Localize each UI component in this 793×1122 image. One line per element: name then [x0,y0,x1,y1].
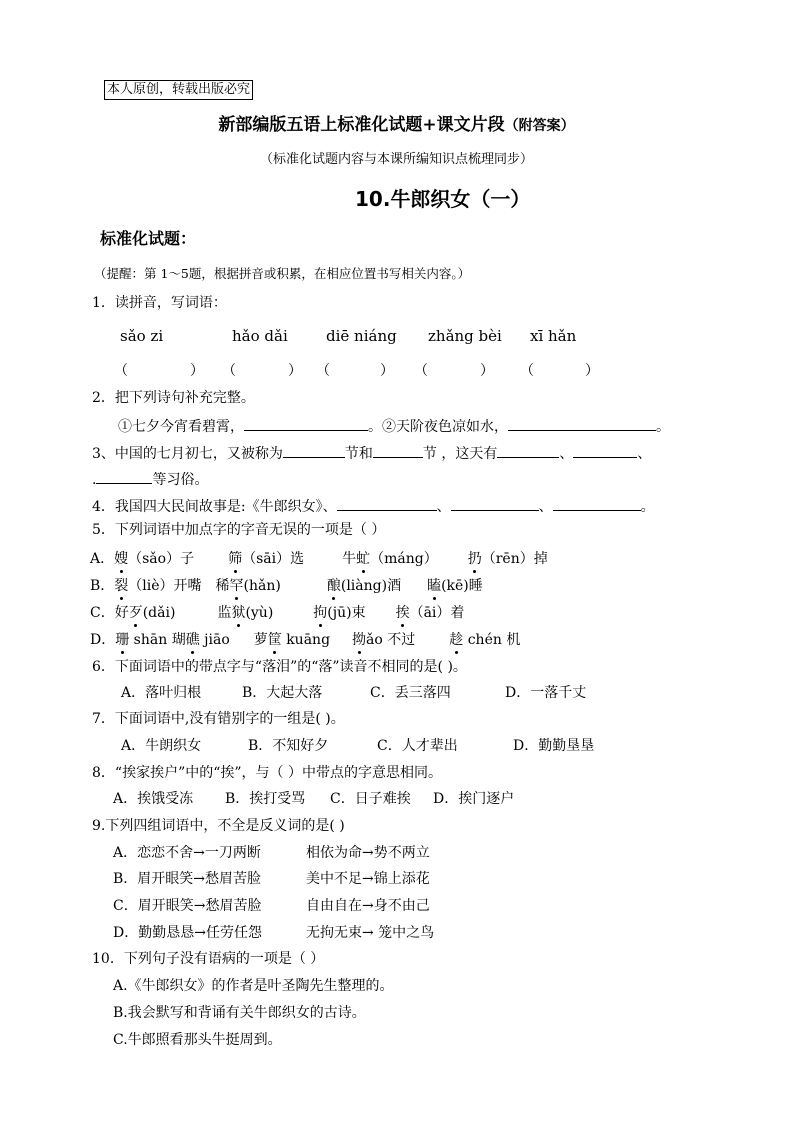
lesson-name: 牛郎织女（一） [390,187,531,211]
q5-option-b[interactable] [90,576,483,596]
q1-answer-bracket-open-2[interactable]: （ [222,363,236,379]
q1-answer-bracket-open-5[interactable]: （ [520,363,534,379]
q3-part-b: 节和 [344,446,373,462]
q3-blank-1[interactable] [283,443,345,458]
q7-option-a[interactable]: A．牛朗织女 [121,738,202,754]
q5-d-text-1: shān 瑚 [129,632,186,648]
q1-answer-bracket-close-2: ） [288,363,302,379]
q5-b-text-4: (liàng)酒 [340,578,402,594]
q2-stem: 2．把下列诗句补充完整。 [92,390,255,406]
q1-answer-bracket-close-5: ） [585,363,599,379]
q5-c-label: C． [90,605,115,621]
q8-option-d[interactable]: D．挨门逐户 [433,791,515,807]
q8-option-b[interactable]: B．挨打受骂 [225,791,306,807]
q4-sep-1: 、 [436,499,451,515]
q3-blank-4[interactable] [573,443,637,458]
q5-d-char-4: 拗 [352,632,367,648]
q2-part-a: ①七夕今宵看碧霄， [118,419,244,435]
q5-c-text-4: (yù) [245,605,274,621]
q5-b-char-2: 罕 [229,578,244,594]
q5-d-char-1: 珊 [115,632,130,648]
q5-c-text-3: 监 [217,605,232,621]
q4-blank-3[interactable] [553,496,641,511]
section-heading: 标准化试题： [100,229,197,248]
q1-answer-bracket-close-4: ） [480,363,494,379]
q5-b-label: B． [90,578,115,594]
q5-stem: 5．下列词语中加点字的字音无误的一项是（ ） [92,522,386,538]
q2-body [118,416,670,437]
q5-b-char-4: 瞌 [427,578,442,594]
q9-option-a-2: 相依为命→势不两立 [306,845,430,861]
hint-text: （提醒：第 1～5题，根据拼音或积累，在相应位置书写相关内容。） [94,266,471,281]
q5-a-char-4: 扔 [467,551,482,567]
q5-c-char-4: 挨 [395,605,410,621]
q9-stem: 9.下列四组词语中，不全是反义词的是( ) [92,818,345,834]
q1-pinyin-3: diē niáng [326,327,397,345]
q9-option-b-1[interactable]: B．眉开眼笑→愁眉苦脸 [113,871,262,887]
q5-b-text-3: (hǎn) [243,578,281,594]
q1-pinyin-5: xī hǎn [530,327,577,345]
q9-option-c-1[interactable]: C．眉开眼笑→愁眉苦脸 [113,898,262,914]
q1-pinyin-1: sǎo zi [120,327,164,345]
q6-stem: 6．下面词语中的带点字与“落泪”的“落”读音不相同的是( )。 [92,659,467,675]
q3-start: . [92,472,97,488]
q3-blank-2[interactable] [373,443,423,458]
q5-c-text-6: （āi）着 [409,605,465,621]
q9-option-b-2: 美中不足→锦上添花 [306,871,430,887]
page-title [0,110,793,135]
q1-answer-bracket-close-1: ） [190,363,204,379]
q5-a-char-3: 虻 [356,551,371,567]
q3-part-c: 节 ，这天有 [422,446,498,462]
q5-c-char-1: 歹 [128,605,143,621]
q5-option-c[interactable] [90,603,464,623]
lesson-title [355,183,530,212]
q5-a-text-4: （máng） [370,551,438,567]
q5-a-text-2: （sāi）选 [242,551,305,567]
q6-option-a[interactable]: A．落叶归根 [121,685,202,701]
q9-option-a-1[interactable]: A．恋恋不舍→一刀两断 [113,845,261,861]
q1-answer-bracket-open-4[interactable]: （ [414,363,428,379]
q6-option-c[interactable]: C．丢三落四 [370,685,451,701]
q5-d-char-5: 趁 [449,632,464,648]
q5-a-char-1: 嫂 [114,551,129,567]
q1-pinyin-4: zhǎng bèi [428,327,502,345]
q5-c-text-5: (jū)束 [327,605,366,621]
q3-blank-5[interactable] [96,469,152,484]
q8-option-c[interactable]: C．日子难挨 [330,791,411,807]
q3-part-a: 3、中国的七月初七，又被称为 [92,446,283,462]
q8-stem: 8．“挨家挨户”中的“挨”，与（ ）中带点的字意思相同。 [92,765,442,781]
q5-a-text-3: 牛 [342,551,357,567]
q6-option-d[interactable]: D．一落千丈 [505,685,587,701]
page-subtitle: （标准化试题内容与本课所编知识点梳理同步） [259,152,533,167]
q5-b-text-2: 稀 [215,578,230,594]
q4-blank-2[interactable] [451,496,539,511]
q5-b-char-3: 酿 [326,578,341,594]
q5-a-label: A． [90,551,115,567]
q1-answer-bracket-close-3: ） [380,363,394,379]
q7-option-b[interactable]: B．不知好夕 [248,738,329,754]
q10-stem: 10．下列句子没有语病的一项是（ ） [92,951,325,967]
q5-d-text-3: 萝 [253,632,268,648]
q4-end: 。 [640,499,655,515]
q5-c-char-3: 拘 [313,605,328,621]
q10-option-b[interactable]: B.我会默写和背诵有关牛郎织女的古诗。 [113,1005,366,1021]
title-main: 新部编版五语上标准化试题+课文片段 [218,115,505,135]
q1-stem: 1．读拼音，写词语： [92,295,227,311]
title-suffix: （附答案） [504,118,575,134]
q7-option-d[interactable]: D．勤勤垦垦 [513,738,595,754]
q3-sep-2: 、 [637,446,652,462]
q9-option-d-2: 无拘无束→ 笼中之鸟 [306,925,435,941]
q4-part-a: 4．我国四大民间故事是:《牛郎织女》、 [92,499,337,515]
copyright-stamp: 本人原创，转载出版必究 [104,80,253,100]
q5-d-label: D． [90,632,116,648]
q2-blank-1[interactable] [244,416,368,431]
q10-option-c[interactable]: C.牛郎照看那头牛挺周到。 [113,1032,282,1048]
q2-blank-2[interactable] [508,416,656,431]
q10-option-a[interactable]: A.《牛郎织女》的作者是叶圣陶先生整理的。 [113,978,394,994]
q2-end: 。 [656,419,670,435]
q5-b-text-1: （liè）开嘴 [128,578,202,594]
q5-c-text-1: 好 [114,605,129,621]
q1-pinyin-2: hǎo dǎi [232,327,288,345]
q5-option-a[interactable] [90,549,548,569]
q5-d-text-4: kuāng [281,632,331,648]
q5-d-char-3: 筐 [267,632,282,648]
q5-d-text-6: chén 机 [463,632,521,648]
q4-blank-1[interactable] [337,496,437,511]
q5-d-text-5: ǎo 不过 [366,632,416,648]
q5-c-char-2: 狱 [231,605,246,621]
q5-d-char-2: 礁 [185,632,200,648]
q5-b-char-1: 裂 [114,578,129,594]
q4-sep-2: 、 [538,499,553,515]
q2-part-b: 。②天阶夜色凉如水， [368,419,508,435]
q7-stem: 7．下面词语中,没有错别字的一组是( )。 [92,711,345,727]
q4-body [92,496,655,517]
q7-option-c[interactable]: C．人才辈出 [377,738,458,754]
q9-option-d-1[interactable]: D．勤勤恳恳→任劳任怨 [113,925,262,941]
q3-body [92,443,651,464]
q5-c-text-2: (dǎi) [142,605,176,621]
q5-a-text-1: （sǎo）子 [128,551,195,567]
q8-option-a[interactable]: A．挨饿受冻 [113,791,194,807]
q6-option-b[interactable]: B．大起大落 [242,685,323,701]
q5-option-d[interactable] [90,630,520,650]
q3-sep-1: 、 [559,446,574,462]
q3-end: 等习俗。 [152,472,209,488]
q9-option-c-2: 自由自在→身不由己 [306,898,430,914]
q5-d-text-2: jiāo [199,632,230,648]
q5-a-text-5: （rēn）掉 [481,551,548,567]
q1-answer-bracket-open-1[interactable]: （ [114,363,128,379]
q3-body-cont [92,469,208,490]
lesson-number: 10. [355,187,391,211]
q5-a-char-2: 筛 [228,551,243,567]
q3-blank-3[interactable] [497,443,559,458]
q5-b-text-5: (kē)睡 [441,578,483,594]
q1-answer-bracket-open-3[interactable]: （ [316,363,330,379]
